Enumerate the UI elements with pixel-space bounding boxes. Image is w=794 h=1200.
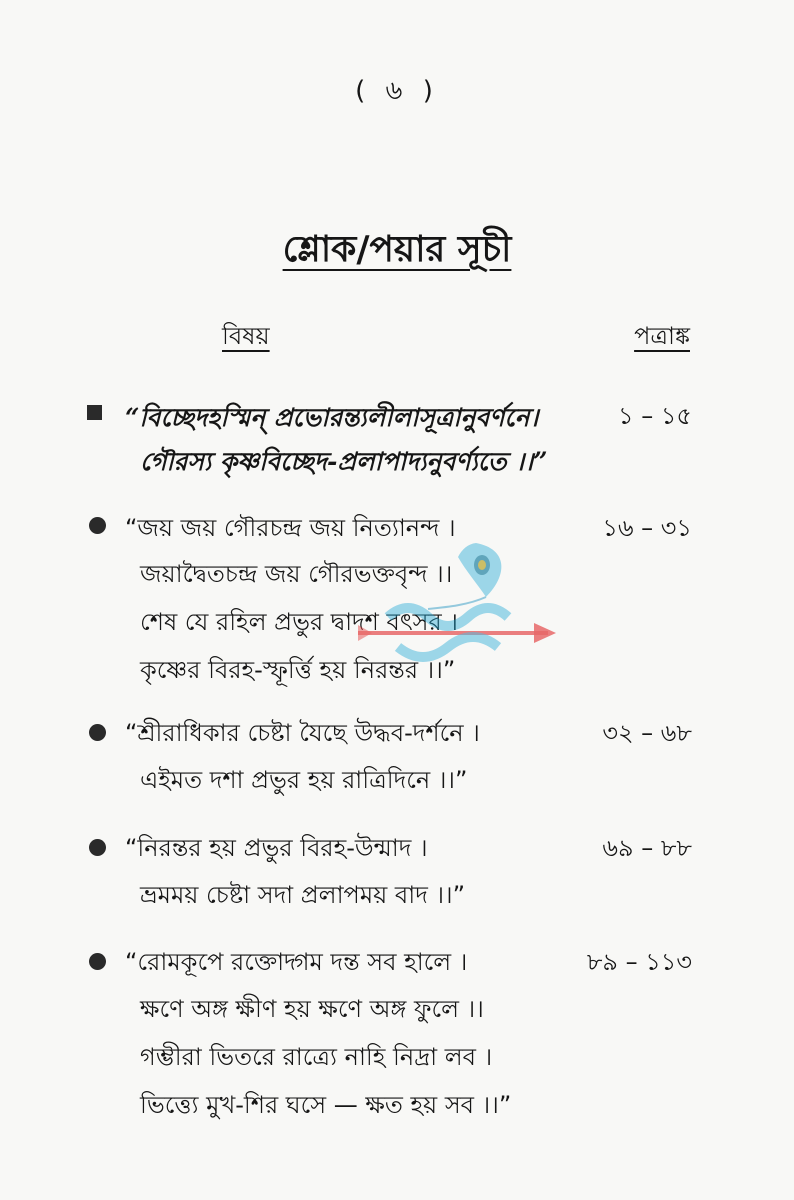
page-range: ৬৯ – ৮৮ bbox=[602, 834, 692, 862]
entry-line: ক্ষণে অঙ্গ ক্ষীণ হয় ক্ষণে অঙ্গ ফুলে ।। bbox=[140, 995, 484, 1023]
page-range: ১৬ – ৩১ bbox=[602, 514, 692, 542]
entry-line: “জয় জয় গৌরচন্দ্র জয় নিত্যানন্দ । bbox=[125, 514, 456, 542]
entry-line: এইমত দশা প্রভুর হয় রাত্রিদিনে ।।” bbox=[140, 766, 468, 794]
entry-line: ভিত্ত্যে মুখ-শির ঘসে — ক্ষত হয় সব ।।” bbox=[140, 1091, 512, 1119]
circle-bullet-icon bbox=[89, 839, 106, 856]
page-range: ১ – ১৫ bbox=[618, 402, 692, 430]
circle-bullet-icon bbox=[89, 953, 106, 970]
page-number: ( ৬ ) bbox=[355, 76, 439, 106]
page-range: ৩২ – ৬৮ bbox=[602, 719, 692, 747]
entry-line: “বিচ্ছেদহস্মিন্ প্রভোরন্ত্যলীলাসূত্রানুবর্ণনে। bbox=[125, 403, 539, 432]
page-title-text: শ্লোক/পয়ার সূচী bbox=[282, 229, 512, 270]
entry-line: কৃষ্ণের বিরহ-স্ফূর্ত্তি হয় নিরন্তর ।।” bbox=[140, 656, 456, 684]
entry-line: জয়াদ্বৈতচন্দ্র জয় গৌরভক্তবৃন্দ ।। bbox=[140, 560, 453, 588]
square-bullet-icon bbox=[87, 405, 102, 420]
entry-line: “রোমকূপে রক্তোদ্গম দন্ত সব হালে । bbox=[125, 948, 468, 976]
circle-bullet-icon bbox=[89, 724, 106, 741]
entry-line: “নিরন্তর হয় প্রভুর বিরহ-উন্মাদ । bbox=[125, 834, 428, 862]
entry-line: ভ্রমময় চেষ্টা সদা প্রলাপময় বাদ ।।” bbox=[140, 881, 466, 909]
page-range: ৮৯ – ১১৩ bbox=[586, 948, 692, 976]
entry-line: “শ্রীরাধিকার চেষ্টা যৈছে উদ্ধব-দর্শনে । bbox=[125, 719, 480, 747]
subject-column-header: বিষয় bbox=[222, 322, 270, 350]
page-title bbox=[0, 222, 794, 282]
circle-bullet-icon bbox=[89, 517, 106, 534]
entry-line: গম্ভীরা ভিতরে রাত্র্যে নাহি নিদ্রা লব । bbox=[140, 1043, 493, 1071]
page-column-header: পত্রাঙ্ক bbox=[634, 322, 690, 350]
entry-line: গৌরস্য কৃষ্ণবিচ্ছেদ-প্রলাপাদ্যনুবর্ণ্যতে ।।” bbox=[140, 447, 548, 476]
entry-line: শেষ যে রহিল প্রভুর দ্বাদশ বৎসর । bbox=[140, 608, 458, 636]
